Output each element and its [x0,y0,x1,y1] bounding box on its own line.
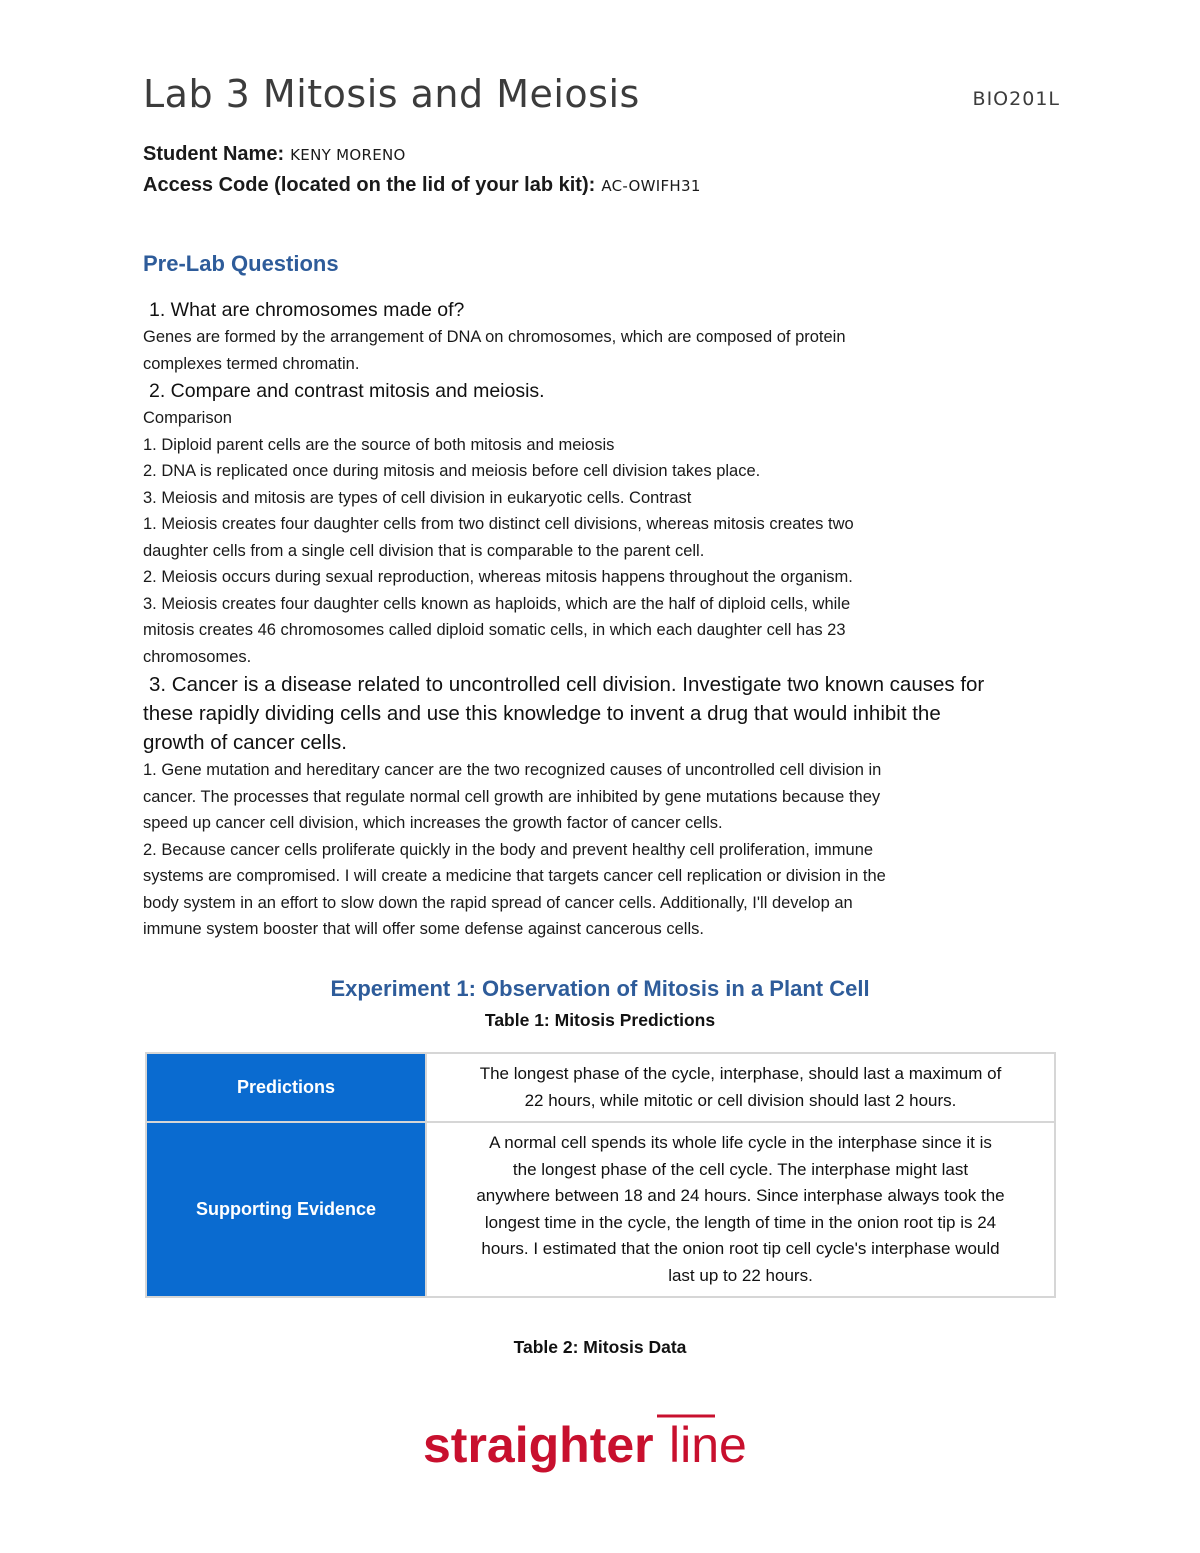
answer-1-line: Genes are formed by the arrangement of DNA on chromosomes, which are composed of protein [143,328,846,346]
answer-2-line: daughter cells from a single cell division that is comparable to the parent cell. [143,541,705,560]
access-code-value: AC-OWIFH31 [601,177,701,195]
answer-2-line: chromosomes. [143,647,252,666]
cell-line: A normal cell spends its whole life cycle in the interphase since it is [489,1133,992,1152]
cell-line: longest time in the cycle, the length of time in the onion root tip is 24 [484,1212,997,1232]
prelab-heading: Pre-Lab Questions [143,251,339,276]
answer-2-line: 2. DNA is replicated once during mitosis and meiosis before cell division takes place. [143,462,761,480]
mitosis-predictions-table [145,1052,1056,1298]
experiment-1-title: Experiment 1: Observation of Mitosis in a Plant Cell [330,976,870,1001]
cell-line: the longest phase of the cell cycle. The interphase might last [512,1159,969,1179]
answer-2-line: 1. Diploid parent cells are the source of both mitosis and meiosis [143,435,615,454]
cell-line: anywhere between 18 and 24 hours. Since interphase always took the [476,1186,1005,1205]
table-2-title: Table 2: Mitosis Data [513,1337,687,1357]
answer-2-line: 3. Meiosis and mitosis are types of cell division in eukaryotic cells. Contrast [143,488,692,507]
table-row [146,1053,1055,1122]
question-1: 1. What are chromosomes made of? [149,299,465,321]
answer-2-line: mitosis creates 46 chromosomes called diploid somatic cells, in which each daughter cell has 23 [143,621,846,639]
cell-line: The longest phase of the cycle, interphase, should last a maximum of [479,1064,1002,1083]
answer-1-line: complexes termed chromatin. [143,354,360,373]
course-code: BIO201L [972,88,1060,110]
question-3-line: these rapidly dividing cells and use this knowledge to invent a drug that would inhibit the [143,702,941,725]
answer-3-line: body system in an effort to slow down the rapid spread of cancer cells. Additionally, I'll develop an [143,893,853,912]
student-name-value: KENY MORENO [290,146,406,164]
prelab-questions [143,296,1058,943]
student-name-line [143,143,406,166]
question-3-line: 3. Cancer is a disease related to uncontrolled cell division. Investigate two known causes for [149,673,985,696]
table-1-title: Table 1: Mitosis Predictions [484,1010,716,1030]
logo-light-text: line [669,1417,747,1473]
answer-3-line: systems are compromised. I will create a medicine that targets cancer cell replication or division in the [143,867,886,885]
cell-line: 22 hours, while mitotic or cell division should last 2 hours. [524,1090,957,1110]
answer-2-line: 3. Meiosis creates four daughter cells known as haploids, which are the half of diploid cells, while [143,594,851,613]
student-name-label: Student Name: [143,143,285,165]
question-3-line: growth of cancer cells. [143,731,347,754]
access-code-line [143,174,701,197]
logo-bold-text: straighter [423,1417,654,1473]
predictions-cell [426,1053,1055,1122]
straighterline-logo [423,1410,783,1480]
cell-line: hours. I estimated that the onion root tip cell cycle's interphase would [481,1239,1000,1258]
answer-3-line: 2. Because cancer cells proliferate quickly in the body and prevent healthy cell proliferation, immune [143,840,874,859]
answer-3-line: cancer. The processes that regulate normal cell growth are inhibited by gene mutations because they [143,787,881,806]
answer-3-line: 1. Gene mutation and hereditary cancer are the two recognized causes of uncontrolled cell division in [143,761,882,779]
cell-line: last up to 22 hours. [668,1265,813,1285]
access-code-label: Access Code (located on the lid of your lab kit): [143,174,596,196]
answer-2-line: 1. Meiosis creates four daughter cells from two distinct cell divisions, whereas mitosis creates two [143,515,854,533]
supporting-evidence-cell [426,1122,1055,1297]
table-row [146,1122,1055,1297]
answer-3-line: immune system booster that will offer some defense against cancerous cells. [143,920,704,938]
question-2: 2. Compare and contrast mitosis and meiosis. [149,380,545,402]
document-title: Lab 3 Mitosis and Meiosis [143,72,640,116]
answer-3-line: speed up cancer cell division, which increases the growth factor of cancer cells. [143,814,723,832]
answer-2-line: Comparison [143,409,232,427]
row-header-supporting-evidence: Supporting Evidence [146,1122,426,1297]
row-header-predictions: Predictions [146,1053,426,1122]
answer-2-line: 2. Meiosis occurs during sexual reproduction, whereas mitosis happens throughout the organism. [143,568,853,586]
